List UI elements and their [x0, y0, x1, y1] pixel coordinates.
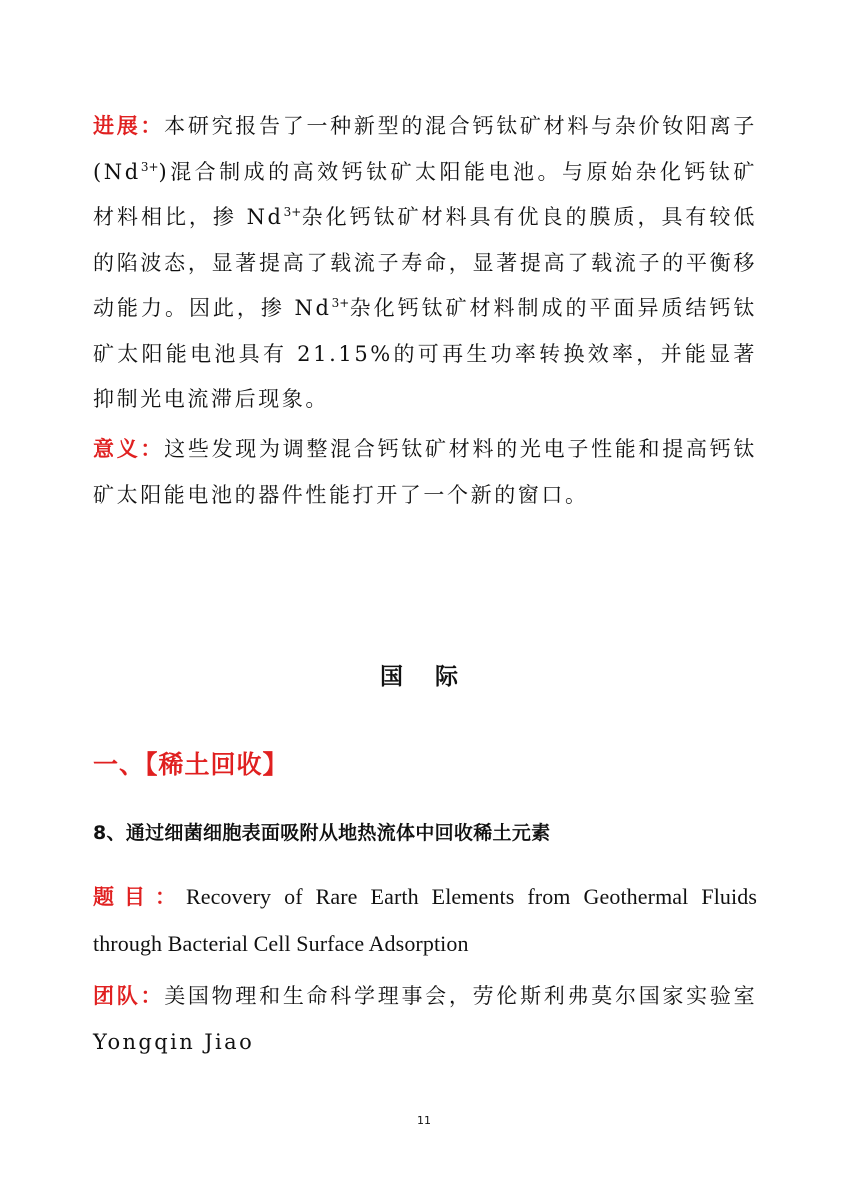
team-label: 团队：	[93, 984, 165, 1008]
superscript-charge: 3+	[140, 159, 159, 174]
article-heading: 8、通过细菌细胞表面吸附从地热流体中回收稀土元素	[93, 822, 551, 844]
significance-paragraph	[93, 427, 757, 518]
significance-text: 这些发现为调整混合钙钛矿材料的光电子性能和提高钙钛矿太阳能电池的器件性能打开了一个新的窗口。	[93, 437, 757, 507]
significance-label: 意义：	[93, 437, 165, 461]
progress-paragraph	[93, 104, 757, 423]
superscript-charge: 3+	[331, 296, 350, 310]
page-number: 11	[417, 1114, 431, 1127]
title-label: 题目：	[93, 885, 186, 909]
team-entry	[93, 974, 757, 1065]
progress-text-4: 杂化钙钛矿材料制成的平面异质结钙钛矿太阳能电池具有 21.15%的可再生功率转换效率，并能显著抑制光电流滞后现象。	[93, 296, 758, 411]
category-heading: 一、【稀土回收】	[93, 750, 289, 779]
title-entry	[93, 874, 757, 967]
section-title: 国际	[380, 664, 490, 690]
progress-label: 进展：	[93, 114, 165, 138]
progress-text-2: )混合制成的高效钙钛矿太阳能电池。与原始杂化钙钛矿材料相比，掺 Nd	[93, 159, 757, 229]
superscript-charge: 3+	[283, 205, 302, 219]
team-text: 美国物理和生命科学理事会，劳伦斯利弗莫尔国家实验室 Yongqin Jiao	[93, 984, 758, 1054]
title-text: Recovery of Rare Earth Elements from Geothermal Fluids through Bacterial Cell Surface Adsorption	[93, 884, 757, 956]
progress-text-1: 本研究报告了一种新型的混合钙钛矿材料与杂价钕阳离子(Nd	[93, 114, 757, 184]
progress-text-3: 杂化钙钛矿材料具有优良的膜质，具有较低的陷波态，显著提高了载流子寿命，显著提高了载流子的平衡移动能力。因此，掺 Nd	[93, 205, 757, 320]
